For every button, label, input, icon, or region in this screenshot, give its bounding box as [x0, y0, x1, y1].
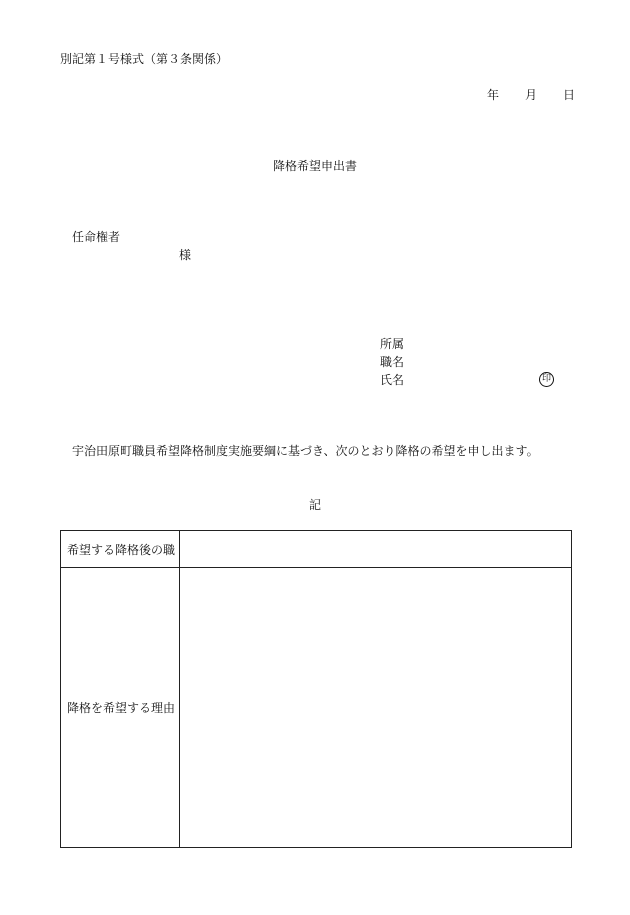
application-table [60, 530, 572, 848]
date-month-label: 月 [525, 88, 538, 102]
document-title: 降格希望申出書 [272, 159, 357, 173]
affiliation-label: 所属 [380, 337, 405, 351]
table-row [61, 531, 572, 568]
reason-field[interactable] [180, 568, 572, 848]
reason-label: 降格を希望する理由 [61, 568, 180, 848]
position-label: 職名 [380, 355, 405, 369]
desired-position-label: 希望する降格後の職 [61, 531, 180, 568]
honorific-label: 様 [179, 248, 192, 262]
desired-position-field[interactable] [180, 531, 572, 568]
appointer-label: 任命権者 [72, 230, 121, 244]
statement-text: 宇治田原町職員希望降格制度実施要綱に基づき、次のとおり降格の希望を申し出ます。 [72, 444, 539, 458]
ki-heading: 記 [308, 498, 321, 512]
seal-icon: 印 [539, 372, 554, 387]
date-day-label: 日 [563, 88, 576, 102]
name-label: 氏名 [380, 373, 405, 387]
table-row [61, 568, 572, 848]
date-line [487, 89, 575, 101]
date-year-label: 年 [487, 88, 500, 102]
form-number: 別記第１号様式（第３条関係） [60, 52, 229, 66]
